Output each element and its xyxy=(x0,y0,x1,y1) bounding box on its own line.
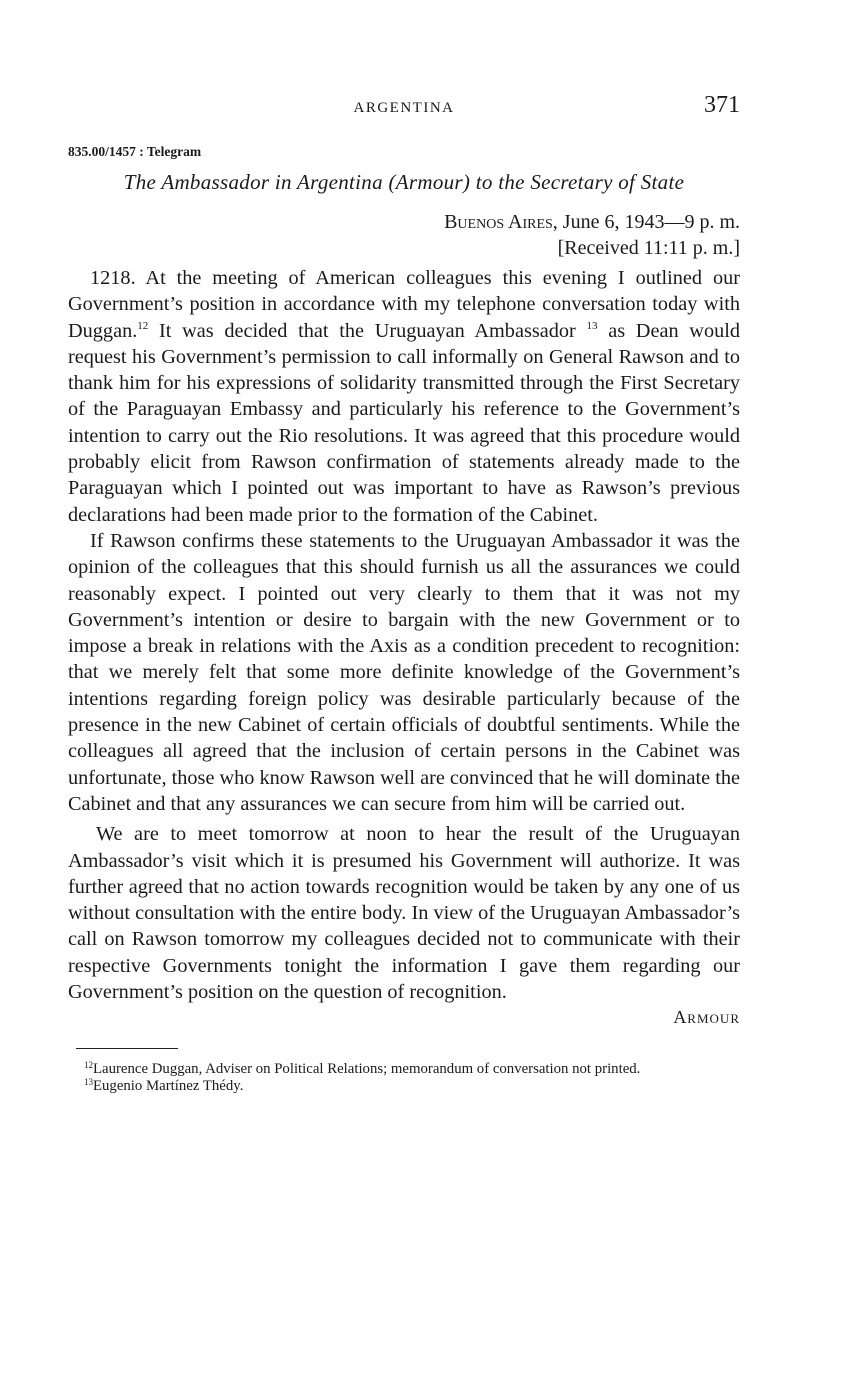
footnotes xyxy=(68,1061,740,1095)
document-title: The Ambassador in Argentina (Armour) to the Secretary of State xyxy=(123,170,685,194)
telegram-body xyxy=(68,265,740,1005)
footnote-divider xyxy=(76,1048,178,1049)
document-page xyxy=(68,92,740,1095)
footnote-ref-13: 13 xyxy=(586,319,598,332)
page-number: 371 xyxy=(704,92,740,118)
place-name: Buenos Aires xyxy=(444,211,553,233)
paragraph-1-part-b: It was decided that the Uruguayan Ambassador xyxy=(148,319,576,342)
footnote-marker: 13 xyxy=(84,1077,93,1088)
footnote-text: Eugenio Martínez Thédy. xyxy=(93,1078,244,1095)
signature: Armour xyxy=(673,1007,740,1028)
running-header xyxy=(68,92,740,126)
paragraph-2: If Rawson confirms these statements to the Uruguayan Ambassador it was the opinion of the colleagues that this should furnish us all the assurances we could reasonably expect. I pointed out very clearly to them that it was not my Government’s intention or desire to bargain with the new Government or to impose a break in relations with the Axis as a condition precedent to recognition: that we merely felt that some more definite knowledge of the Government’s intentions regarding foreign policy was desirable particularly because of the presence in the new Cabinet of certain officials of doubtful sentiments. While the colleagues all agreed that the inclusion of certain persons in the Cabinet was unfortunate, those who know Rawson well are convinced that he will dominate the Cabinet and that any assurances we can secure from him will be carried out. xyxy=(68,529,740,815)
paragraph-1-part-a: 1218. At the meeting of American colleagues this evening I outlined our Government’s position in accordance with my telephone conversation today with Duggan. xyxy=(68,267,740,342)
footnote-marker: 12 xyxy=(84,1060,93,1071)
footnote-text: Laurence Duggan, Adviser on Political Relations; memorandum of conversation not printed. xyxy=(93,1061,641,1078)
paragraph-1 xyxy=(68,265,740,528)
paragraph-1-part-c: as Dean would request his Government’s permission to call informally on General Rawson and to thank him for his expressions of solidarity transmitted through the First Secretary of the Paraguayan Embassy and particularly his reference to the Government’s intention to carry out the Rio resolutions. It was agreed that this procedure would probably elicit from Rawson confirmation of statements already made to the Paraguayan which I pointed out was important to have as Rawson’s previous declarations had been made prior to the formation of the Cabinet. xyxy=(68,319,741,526)
date-line xyxy=(68,209,740,235)
paragraph-3: We are to meet tomorrow at noon to hear the result of the Uruguayan Ambassador’s visit which it is presumed his Government will authorize. It was further agreed that no action towards recognition would be taken by any one of us without consultation with the entire body. In view of the Uruguayan Ambassador’s call on Rawson tomorrow my colleagues decided not to communicate with their respective Governments tonight the information I gave them regarding our Government’s position on the question of recognition. xyxy=(68,823,740,1004)
footnote-ref-12: 12 xyxy=(137,319,149,332)
footnote-12 xyxy=(68,1061,740,1078)
received-line: [Received 11:11 p. m.] xyxy=(557,237,740,259)
footnote-13 xyxy=(68,1078,740,1095)
document-reference: 835.00/1457 : Telegram xyxy=(68,144,202,159)
date-time: , June 6, 1943—9 p. m. xyxy=(552,211,740,233)
running-title: ARGENTINA xyxy=(353,100,455,116)
dateline xyxy=(68,209,740,261)
